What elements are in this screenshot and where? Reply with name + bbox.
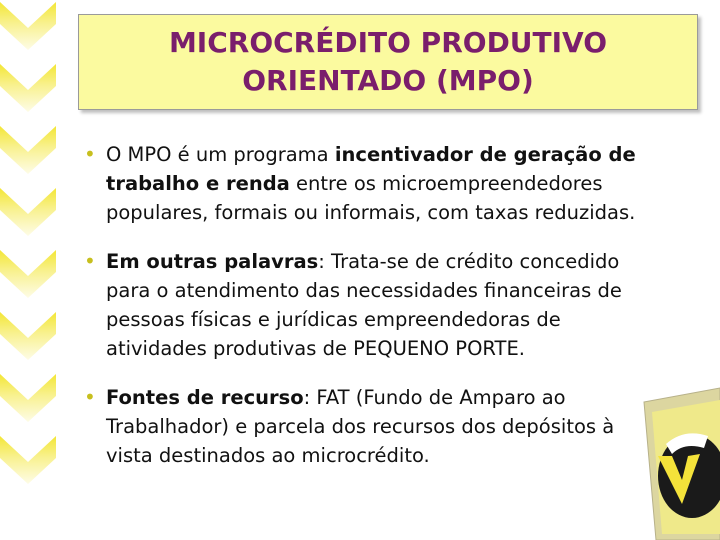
chevron-shape <box>0 64 56 112</box>
slide-title-box <box>78 14 698 110</box>
logo-icon <box>596 384 720 540</box>
bullet-bold-text: Fontes de recurso <box>106 386 304 409</box>
chevron-shape <box>0 312 56 360</box>
bullet-bold-text: Em outras palavras <box>106 250 319 273</box>
bullet-dot-icon: • <box>84 249 96 273</box>
chevron-shape <box>0 250 56 298</box>
slide-title-line-1: MICROCRÉDITO PRODUTIVO <box>168 26 608 59</box>
chevron-shape <box>0 436 56 484</box>
bullet-dot-icon: • <box>84 142 96 166</box>
bullet-text: : FAT (Fundo de Amparo ao Trabalhador) e parcela dos recursos dos depósitos à vista destinados ao microcrédito. <box>106 386 615 467</box>
bullet-item <box>84 140 644 227</box>
bullet-bold-text: incentivador de geração de trabalho e renda <box>106 143 636 195</box>
bullet-item <box>84 383 644 470</box>
chevron-shape <box>0 188 56 236</box>
bullet-text: entre os microempreendedores populares, formais ou informais, com taxas reduzidas. <box>106 172 636 224</box>
bullet-dot-icon: • <box>84 385 96 409</box>
bullet-item <box>84 247 644 363</box>
chevron-shape <box>0 126 56 174</box>
bullet-text: O MPO é um programa <box>106 143 335 166</box>
slide-title-line-2: ORIENTADO (MPO) <box>242 64 534 97</box>
chevron-shape <box>0 2 56 50</box>
bullet-text: : Trata-se de crédito concedido para o atendimento das necessidades financeiras de pessoas físicas e jurídicas empreendedoras de atividades produtivas de PEQUENO PORTE. <box>106 250 622 360</box>
chevron-shape <box>0 374 56 422</box>
chevron-decoration <box>0 0 60 540</box>
bullet-list <box>84 140 644 490</box>
